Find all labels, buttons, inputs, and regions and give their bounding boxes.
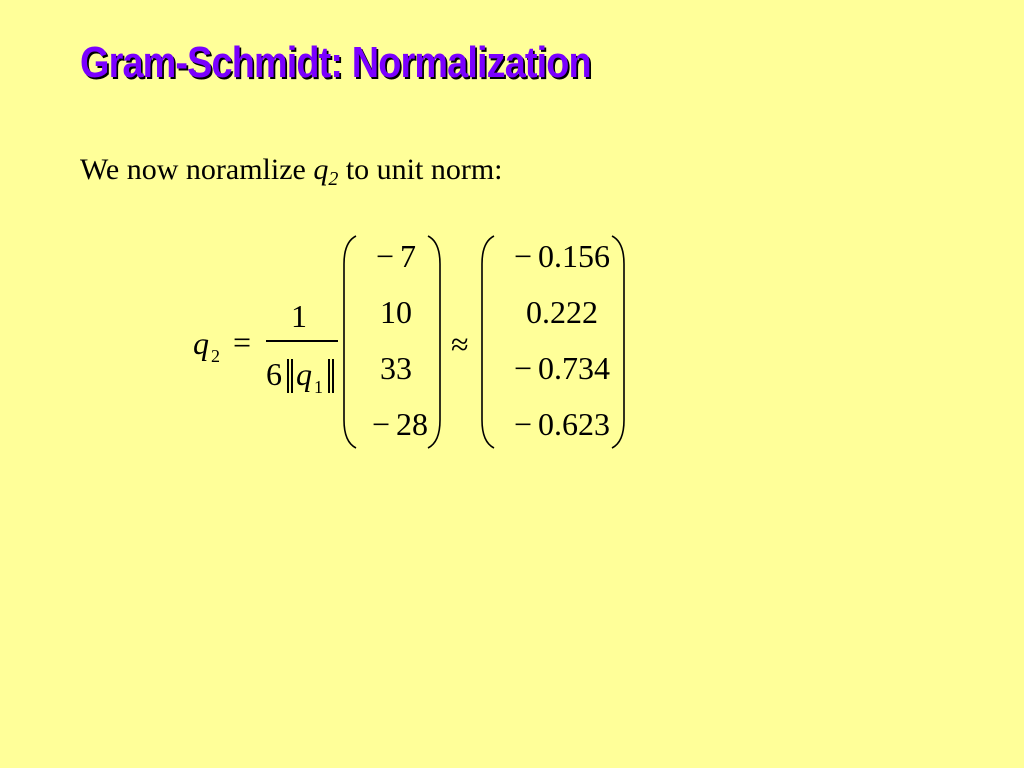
equals-sign: =: [233, 324, 252, 360]
lhs-variable: q: [193, 325, 209, 361]
normalized-vector-entry: 0.222: [526, 294, 598, 330]
norm-bar-left-inner: [291, 359, 293, 393]
intro-variable-subscript: 2: [328, 168, 339, 190]
approx-sign: ≈: [451, 326, 469, 362]
normalized-vector-left-paren: [478, 234, 498, 450]
norm-subscript: 1: [314, 377, 323, 397]
intro-text-after: to unit norm:: [345, 153, 503, 186]
intro-variable: $q_2$: [313, 153, 339, 190]
vector-entry: 33: [380, 350, 412, 386]
norm-bar-left-outer: [287, 359, 289, 393]
norm-bar-right-outer: [332, 359, 334, 393]
vector-entry: − 7: [375, 238, 416, 274]
slide-title: Gram-Schmidt: Normalization: [80, 38, 591, 87]
norm-variable: q: [296, 356, 312, 392]
fraction-numerator: 1: [291, 298, 307, 334]
fraction-denominator-coefficient: 6: [266, 356, 282, 392]
vector-entry: − 28: [371, 406, 428, 442]
fraction-bar: [266, 340, 338, 342]
intro-text-before: We now noramlize: [80, 153, 306, 186]
vector-left-paren: [340, 234, 360, 450]
vector-entry: 10: [380, 294, 412, 330]
lhs-subscript: 2: [211, 346, 220, 366]
normalized-vector-right-paren: [608, 234, 628, 450]
normalized-vector-entry: − 0.623: [513, 406, 610, 442]
normalized-vector-entry: − 0.734: [513, 350, 610, 386]
norm-bar-right-inner: [328, 359, 330, 393]
normalized-vector-entry: − 0.156: [513, 238, 610, 274]
